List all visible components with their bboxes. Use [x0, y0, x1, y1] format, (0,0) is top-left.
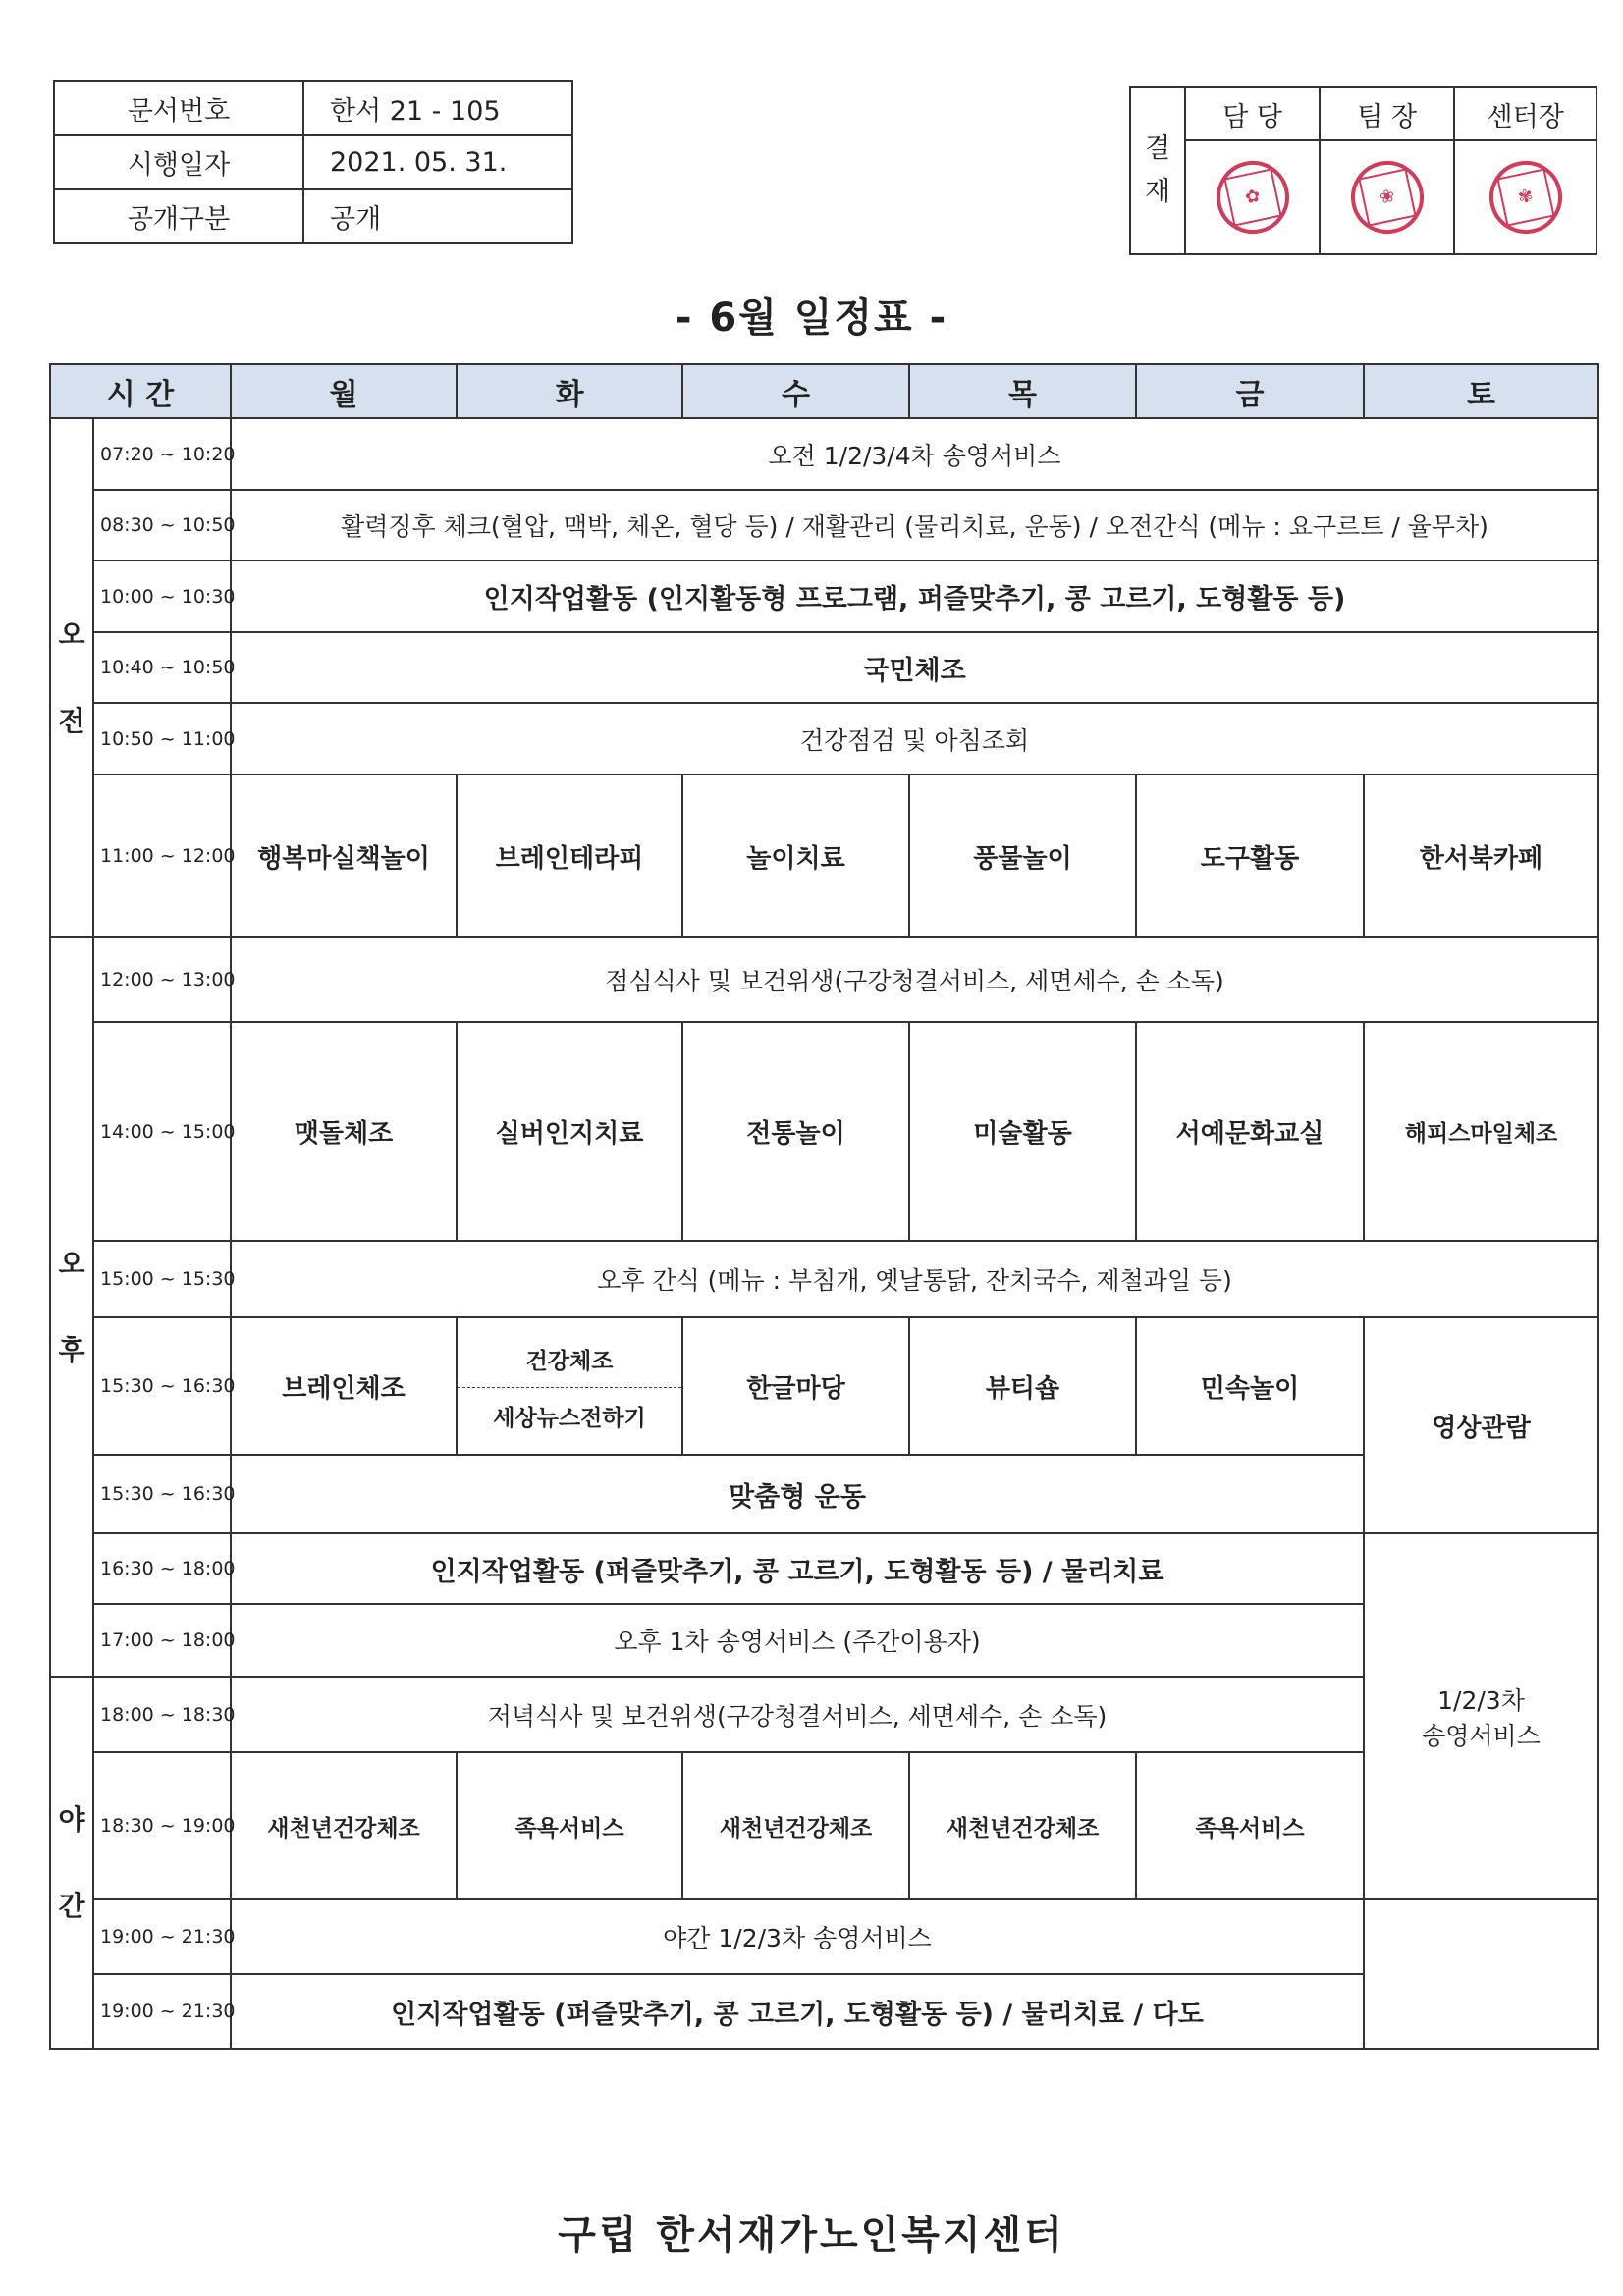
period-char: 오	[58, 1247, 85, 1280]
seal-cell-team-leader	[1320, 140, 1454, 254]
activity-thu: 새천년건강체조	[909, 1752, 1136, 1899]
activity-cell: 오전 1/2/3/4차 송영서비스	[231, 418, 1598, 490]
table-row	[50, 490, 1598, 561]
header-day-fri: 금	[1136, 364, 1364, 418]
time-cell: 15:30 ~ 16:30	[93, 1317, 231, 1455]
doc-number-row	[54, 81, 572, 135]
seal-cell-staff	[1185, 140, 1320, 254]
seal-cell-center-director	[1454, 140, 1596, 254]
activity-mon: 새천년건강체조	[231, 1752, 457, 1899]
activity-mon: 브레인체조	[231, 1317, 457, 1455]
time-cell: 15:30 ~ 16:30	[93, 1455, 231, 1533]
period-evening	[50, 1677, 93, 2049]
table-row	[50, 561, 1598, 632]
activity-tue-split	[457, 1317, 682, 1455]
activity-cell: 활력징후 체크(혈압, 맥박, 체온, 혈당 등) / 재활관리 (물리치료, 운동) / 오전간식 (메뉴 : 요구르트 / 율무차)	[231, 490, 1598, 561]
saturday-shuttle-line-1: 1/2/3차	[1437, 1685, 1525, 1715]
activity-tue: 브레인테라피	[457, 774, 682, 937]
document-info-table	[53, 80, 573, 244]
table-row	[50, 1317, 1598, 1455]
activity-thu: 미술활동	[909, 1022, 1136, 1241]
date-row	[54, 135, 572, 189]
saturday-shuttle-line-2: 송영서비스	[1422, 1721, 1541, 1750]
period-char: 후	[58, 1333, 85, 1366]
time-cell: 19:00 ~ 21:30	[93, 1974, 231, 2049]
activity-tue: 족욕서비스	[457, 1752, 682, 1899]
seal-stamp-icon: ✿	[1210, 154, 1296, 240]
period-char: 전	[58, 704, 85, 737]
role-team-leader: 팀 장	[1320, 87, 1454, 140]
activity-cell: 건강점검 및 아침조회	[231, 703, 1598, 774]
activity-cell: 오후 간식 (메뉴 : 부침개, 옛날통닭, 잔치국수, 제철과일 등)	[231, 1241, 1598, 1317]
header-row	[50, 364, 1598, 418]
table-row	[50, 1241, 1598, 1317]
header-day-wed: 수	[682, 364, 909, 418]
doc-number-value: 한서 21 - 105	[303, 81, 572, 135]
approval-side-label	[1130, 87, 1185, 254]
activity-wed: 한글마당	[682, 1317, 909, 1455]
activity-sat: 영상관람	[1364, 1317, 1598, 1533]
time-cell: 10:50 ~ 11:00	[93, 703, 231, 774]
activity-fri: 민속놀이	[1136, 1317, 1364, 1455]
approval-seal-row	[1130, 140, 1596, 254]
header-day-tue: 화	[457, 364, 682, 418]
table-row	[50, 418, 1598, 490]
activity-cell: 저녁식사 및 보건위생(구강청결서비스, 세면세수, 손 소독)	[231, 1677, 1364, 1752]
period-morning	[50, 418, 93, 937]
seal-stamp-icon: ❀	[1344, 154, 1431, 240]
activity-fri: 서예문화교실	[1136, 1022, 1364, 1241]
activity-cell: 오후 1차 송영서비스 (주간이용자)	[231, 1604, 1364, 1677]
activity-tue-top: 건강체조	[458, 1333, 681, 1388]
table-row	[50, 1533, 1598, 1604]
time-cell: 07:20 ~ 10:20	[93, 418, 231, 490]
activity-sat: 해피스마일체조	[1364, 1022, 1598, 1241]
activity-cell: 점심식사 및 보건위생(구강청결서비스, 세면세수, 손 소독)	[231, 937, 1598, 1022]
time-cell: 11:00 ~ 12:00	[93, 774, 231, 937]
date-label: 시행일자	[54, 135, 303, 189]
table-row	[50, 1022, 1598, 1241]
activity-fri: 도구활동	[1136, 774, 1364, 937]
saturday-empty-cell	[1364, 1899, 1598, 2049]
header-day-sat: 토	[1364, 364, 1598, 418]
period-afternoon	[50, 937, 93, 1677]
approval-header-row	[1130, 87, 1596, 140]
activity-wed: 놀이치료	[682, 774, 909, 937]
table-row	[50, 1899, 1598, 1974]
table-row	[50, 774, 1598, 937]
date-value: 2021. 05. 31.	[303, 135, 572, 189]
role-staff: 담 당	[1185, 87, 1320, 140]
activity-cell: 인지작업활동 (퍼즐맞추기, 콩 고르기, 도형활동 등) / 물리치료	[231, 1533, 1364, 1604]
activity-tue-bottom: 세상뉴스전하기	[493, 1405, 646, 1431]
time-cell: 17:00 ~ 18:00	[93, 1604, 231, 1677]
activity-cell: 국민체조	[231, 632, 1598, 703]
time-cell: 10:40 ~ 10:50	[93, 632, 231, 703]
time-cell: 15:00 ~ 15:30	[93, 1241, 231, 1317]
period-char: 오	[58, 617, 85, 651]
time-cell: 16:30 ~ 18:00	[93, 1533, 231, 1604]
activity-mon: 행복마실책놀이	[231, 774, 457, 937]
time-cell: 12:00 ~ 13:00	[93, 937, 231, 1022]
disclosure-label: 공개구분	[54, 189, 303, 243]
organization-name: 구립 한서재가노인복지센터	[558, 2213, 1065, 2258]
approval-box	[1129, 86, 1597, 255]
schedule-table	[49, 363, 1599, 2050]
activity-fri: 족욕서비스	[1136, 1752, 1364, 1899]
activity-thu: 풍물놀이	[909, 774, 1136, 937]
header-day-thu: 목	[909, 364, 1136, 418]
activity-mon: 맷돌체조	[231, 1022, 457, 1241]
activity-cell: 인지작업활동 (인지활동형 프로그램, 퍼즐맞추기, 콩 고르기, 도형활동 등)	[231, 561, 1598, 632]
table-row	[50, 703, 1598, 774]
page-title: - 6월 일정표 -	[675, 295, 948, 341]
seal-stamp-icon: ✾	[1483, 154, 1569, 240]
disclosure-value: 공개	[303, 189, 572, 243]
activity-cell: 야간 1/2/3차 송영서비스	[231, 1899, 1364, 1974]
table-row	[50, 937, 1598, 1022]
saturday-shuttle-cell	[1364, 1533, 1598, 1899]
header-day-mon: 월	[231, 364, 457, 418]
role-center-director: 센터장	[1454, 87, 1596, 140]
time-cell: 18:30 ~ 19:00	[93, 1752, 231, 1899]
doc-number-label: 문서번호	[54, 81, 303, 135]
activity-wed: 새천년건강체조	[682, 1752, 909, 1899]
activity-sat: 한서북카페	[1364, 774, 1598, 937]
activity-cell: 맞춤형 운동	[231, 1455, 1364, 1533]
approval-side-char-2: 재	[1144, 177, 1171, 207]
table-row	[50, 632, 1598, 703]
approval-side-char-1: 결	[1144, 133, 1171, 164]
time-cell: 18:00 ~ 18:30	[93, 1677, 231, 1752]
time-cell: 14:00 ~ 15:00	[93, 1022, 231, 1241]
period-char: 야	[58, 1802, 85, 1836]
time-cell: 10:00 ~ 10:30	[93, 561, 231, 632]
time-cell: 08:30 ~ 10:50	[93, 490, 231, 561]
period-char: 간	[58, 1889, 85, 1922]
activity-wed: 전통놀이	[682, 1022, 909, 1241]
activity-thu: 뷰티숍	[909, 1317, 1136, 1455]
disclosure-row	[54, 189, 572, 243]
time-cell: 19:00 ~ 21:30	[93, 1899, 231, 1974]
activity-tue: 실버인지치료	[457, 1022, 682, 1241]
header-time: 시 간	[50, 364, 231, 418]
activity-cell: 인지작업활동 (퍼즐맞추기, 콩 고르기, 도형활동 등) / 물리치료 / 다도	[231, 1974, 1364, 2049]
